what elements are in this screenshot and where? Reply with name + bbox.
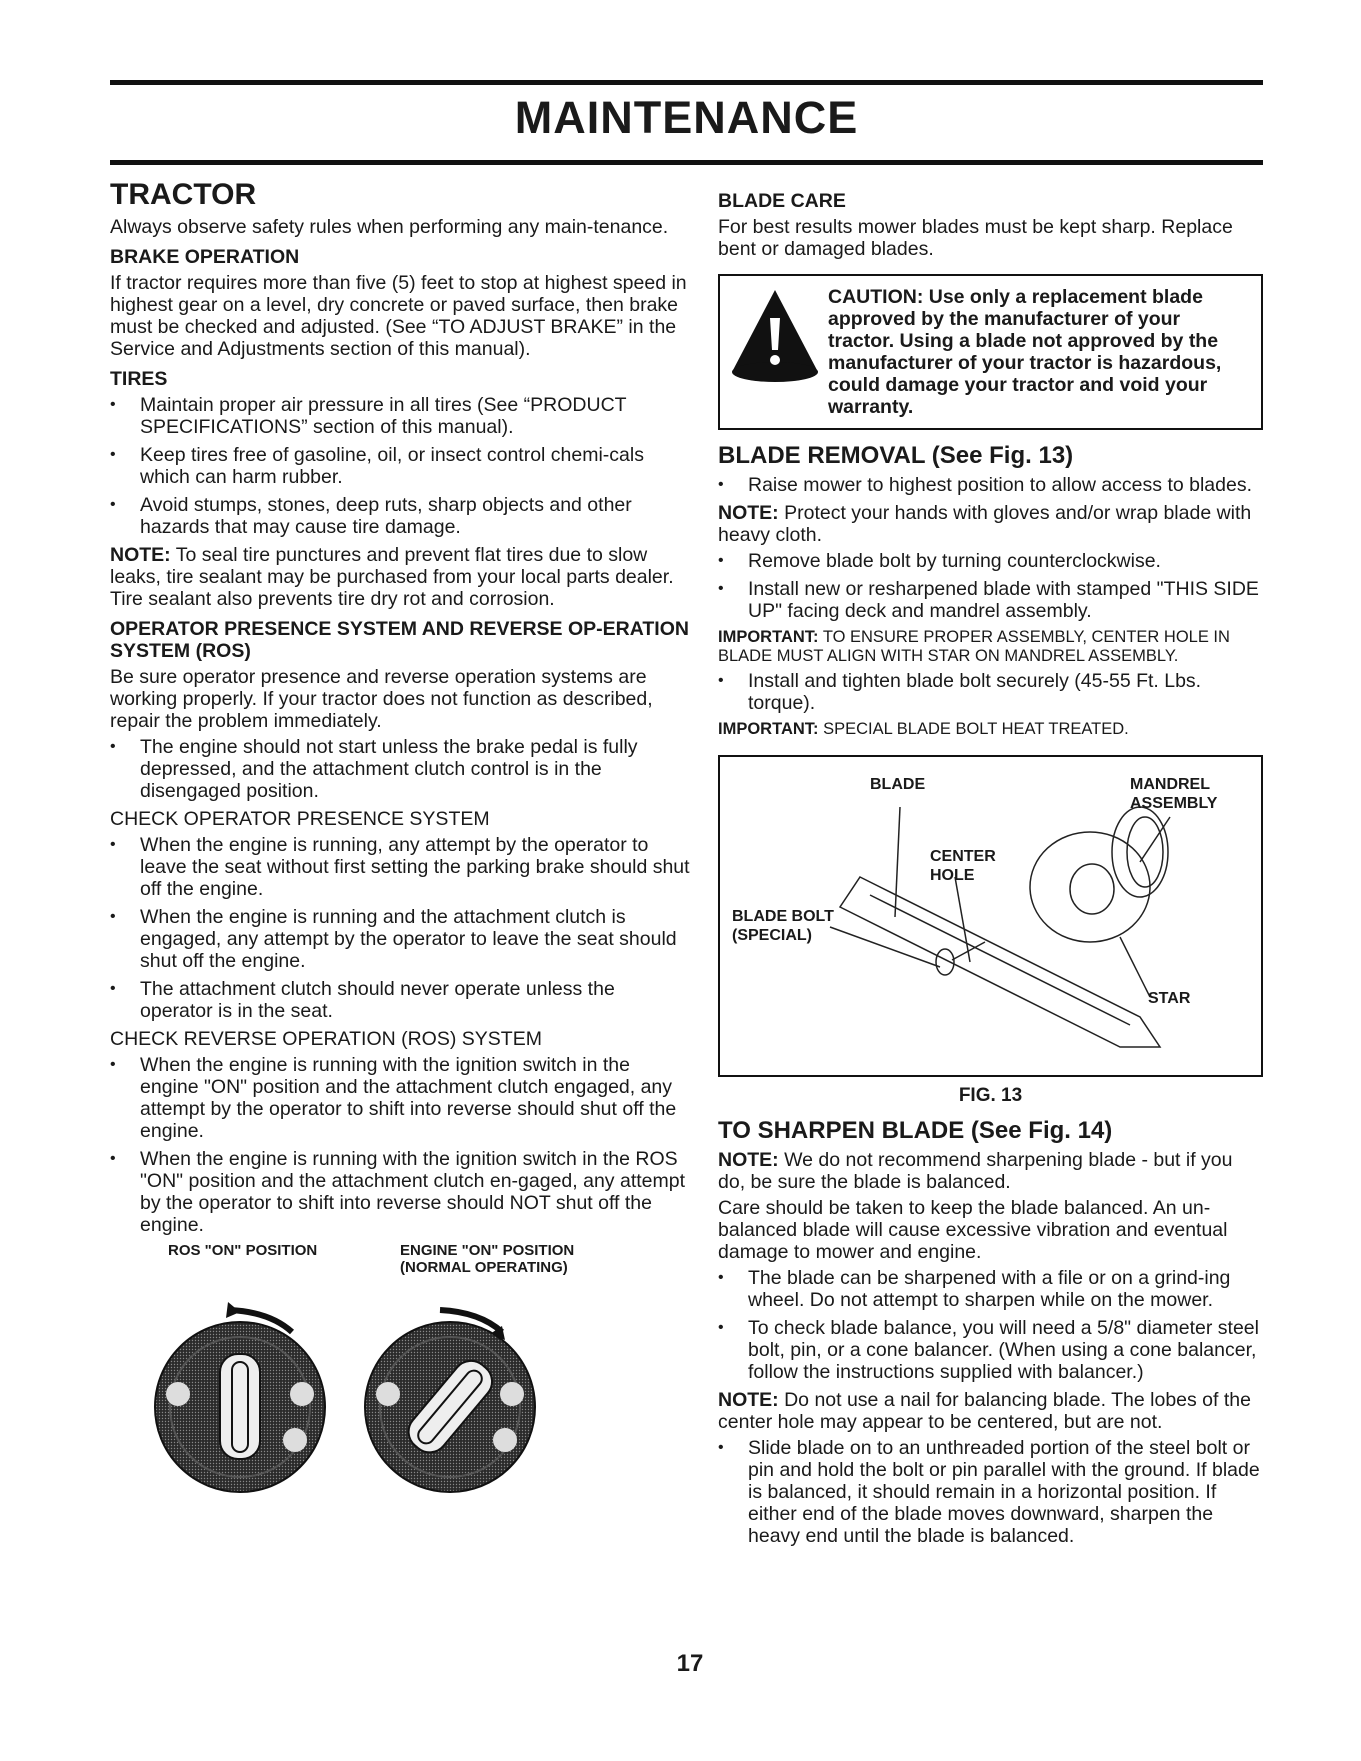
check-ros-heading: CHECK REVERSE OPERATION (ROS) SYSTEM	[110, 1028, 542, 1050]
header-rule-top	[110, 80, 1263, 85]
sharpen-list-2	[718, 1437, 1263, 1547]
note-label: NOTE:	[718, 1149, 779, 1171]
check-ops-list	[110, 834, 690, 1022]
note-text: Protect your hands with gloves and/or wrap blade with heavy cloth.	[718, 502, 1252, 546]
removal-list-1	[718, 474, 1263, 496]
list-item: • Install and tighten blade bolt securely (45-55 Ft. Lbs. torque).	[718, 670, 1263, 714]
check-ros-list	[110, 1054, 690, 1236]
note-label: NOTE:	[110, 544, 171, 566]
note-text: We do not recommend sharpening blade - but if you do, be sure the blade is balanced.	[718, 1149, 1233, 1193]
mandrel-label: MANDREL ASSEMBLY	[1130, 776, 1218, 812]
blade-care-text: For best results mower blades must be kept sharp. Replace bent or damaged blades.	[718, 216, 1233, 260]
removal-list-3	[718, 670, 1263, 714]
list-item: • When the engine is running with the ignition switch in the ROS "ON" position and the attachment clutch en-gaged, any attempt by the operator to shift into reverse should NOT shut off the engine.	[110, 1148, 690, 1236]
ignition-switch-illustration	[110, 1282, 670, 1522]
tires-heading: TIRES	[110, 368, 168, 390]
blade-removal-heading: BLADE REMOVAL (See Fig. 13)	[718, 442, 1074, 469]
list-item: • The engine should not start unless the brake pedal is fully depressed, and the attachment clutch control is in the disengaged position.	[110, 736, 690, 802]
brake-text: If tractor requires more than five (5) feet to stop at highest speed in highest gear on a level, dry concrete or paved surface, then brake must be checked and adjusted. (See “TO ADJUST BRAKE” in the Service and Adjustments section of this manual).	[110, 272, 687, 360]
blade-bolt-label: BLADE BOLT (SPECIAL)	[732, 908, 834, 944]
sharpen-list	[718, 1267, 1263, 1383]
note-text: Do not use a nail for balancing blade. The lobes of the center hole may appear to be centered, but are not.	[718, 1389, 1251, 1433]
tractor-heading: TRACTOR	[110, 178, 257, 211]
list-item: • The attachment clutch should never operate unless the operator is in the seat.	[110, 978, 690, 1022]
sharpen-heading: TO SHARPEN BLADE (See Fig. 14)	[718, 1117, 1113, 1144]
sharpen-text: Care should be taken to keep the blade balanced. An un-balanced blade will cause excessive vibration and eventual damage to mower and engine.	[718, 1197, 1228, 1263]
important-text: TO ENSURE PROPER ASSEMBLY, CENTER HOLE IN BLADE MUST ALIGN WITH STAR ON MANDREL ASSEMBLY.	[718, 628, 1230, 665]
ops-text: Be sure operator presence and reverse operation systems are working properly. If your tractor does not function as described, repair the problem immediately.	[110, 666, 653, 732]
sharpen-note-2	[718, 1389, 1263, 1433]
list-item: • When the engine is running, any attempt by the operator to leave the seat without first setting the parking brake should shut off the engine.	[110, 834, 690, 900]
tractor-intro: Always observe safety rules when performing any main-tenance.	[110, 216, 669, 238]
list-item: • Maintain proper air pressure in all tires (See “PRODUCT SPECIFICATIONS” section of this manual).	[110, 394, 690, 438]
engine-on-label: ENGINE "ON" POSITION (NORMAL OPERATING)	[400, 1242, 575, 1276]
ops-list	[110, 736, 690, 802]
ros-knob-icon	[155, 1302, 325, 1492]
ops-heading: OPERATOR PRESENCE SYSTEM AND REVERSE OP-ERATION SYSTEM (ROS)	[110, 618, 689, 662]
important-1	[718, 628, 1263, 666]
header-rule-bottom	[110, 160, 1263, 165]
right-column	[718, 178, 1263, 1553]
list-item: • Slide blade on to an unthreaded portion of the steel bolt or pin and hold the bolt or pin parallel with the ground. If blade is balanced, it should remain in a horizontal position. If either end of the blade moves downward, sharpen the heavy end until the blade is balanced.	[718, 1437, 1263, 1547]
ignition-switch-figure	[110, 1242, 690, 1502]
caution-box	[718, 274, 1263, 430]
note-text: To seal tire punctures and prevent flat tires due to slow leaks, tire sealant may be purchased from your local parts dealer. Tire sealant also prevents tire dry rot and corrosion.	[110, 544, 674, 610]
figure-13	[718, 755, 1263, 1077]
sharpen-note	[718, 1149, 1263, 1193]
center-hole-label: CENTER HOLE	[930, 848, 996, 884]
note-label: NOTE:	[718, 502, 779, 524]
list-item: • Keep tires free of gasoline, oil, or insect control chemi-cals which can harm rubber.	[110, 444, 690, 488]
important-2	[718, 720, 1263, 739]
caution-text: CAUTION: Use only a replacement blade approved by the manufacturer of your tractor. Using a blade not approved by the manufacturer of your tractor is hazardous, could damage your tractor and void your warranty.	[828, 286, 1222, 418]
page-number: 17	[676, 1650, 704, 1677]
tires-list	[110, 394, 690, 538]
list-item: • When the engine is running and the attachment clutch is engaged, any attempt by the operator to leave the seat should shut off the engine.	[110, 906, 690, 972]
important-label: IMPORTANT:	[718, 628, 819, 646]
tires-note	[110, 544, 690, 610]
list-item: • To check blade balance, you will need a 5/8" diameter steel bolt, pin, or a cone balancer. (When using a cone balancer, follow the instructions supplied with balancer.)	[718, 1317, 1263, 1383]
check-ops-heading: CHECK OPERATOR PRESENCE SYSTEM	[110, 808, 490, 830]
important-label: IMPORTANT:	[718, 720, 819, 738]
list-item: • Avoid stumps, stones, deep ruts, sharp objects and other hazards that may cause tire damage.	[110, 494, 690, 538]
list-item: • Raise mower to highest position to allow access to blades.	[718, 474, 1263, 496]
left-column	[110, 178, 690, 1502]
important-text: SPECIAL BLADE BOLT HEAT TREATED.	[823, 720, 1129, 738]
star-label: STAR	[1148, 990, 1191, 1007]
list-item: • Install new or resharpened blade with stamped "THIS SIDE UP" facing deck and mandrel assembly.	[718, 578, 1263, 622]
blade-label: BLADE	[870, 776, 926, 793]
list-item: • When the engine is running with the ignition switch in the engine "ON" position and the attachment clutch engaged, any attempt by the operator to shift into reverse should shut off the engine.	[110, 1054, 690, 1142]
brake-heading: BRAKE OPERATION	[110, 246, 300, 268]
removal-list-2	[718, 550, 1263, 622]
figure-caption: FIG. 13	[958, 1085, 1023, 1106]
blade-care-heading: BLADE CARE	[718, 190, 846, 212]
note-label: NOTE:	[718, 1389, 779, 1411]
engine-knob-icon	[365, 1310, 535, 1492]
removal-note	[718, 502, 1263, 546]
list-item: • The blade can be sharpened with a file or on a grind-ing wheel. Do not attempt to sharpen while on the mower.	[718, 1267, 1263, 1311]
list-item: • Remove blade bolt by turning counterclockwise.	[718, 550, 1263, 572]
ros-on-label: ROS "ON" POSITION	[168, 1242, 318, 1259]
warning-icon	[730, 288, 820, 384]
page-title: MAINTENANCE	[514, 92, 859, 143]
